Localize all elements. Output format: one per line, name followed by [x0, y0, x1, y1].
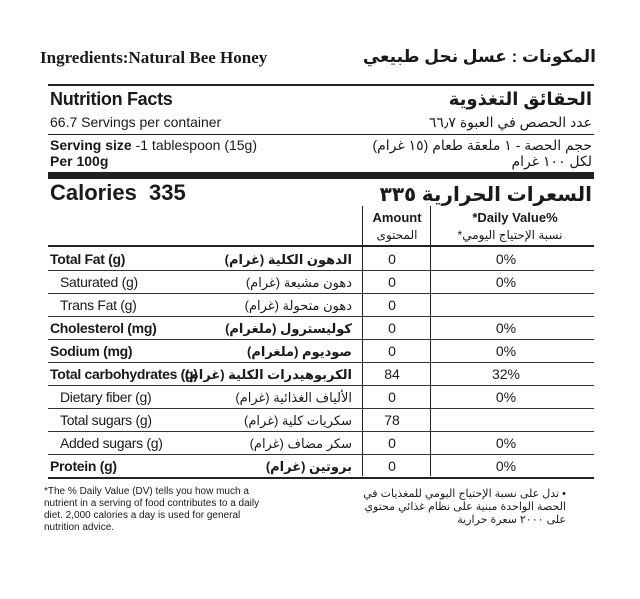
nutrition-facts-title-ar: الحقائق التغذوية	[448, 89, 592, 109]
nutrient-label-ar: بروتين (غرام)	[265, 459, 352, 474]
nutrient-label-ar: دهون متحولة (غرام)	[244, 298, 352, 313]
top-rule	[48, 84, 594, 86]
nutrient-amount: 0	[388, 274, 396, 290]
serving-size-en	[50, 137, 257, 153]
nutrient-amount: 0	[388, 458, 396, 474]
daily-value-header-ar: نسبة الإحتياج اليومي*	[457, 228, 563, 242]
calories-ar: السعرات الحرارية ٣٣٥	[379, 184, 592, 206]
amount-divider-right	[430, 206, 431, 476]
nutrient-label-en: Total Fat (g)	[50, 251, 126, 267]
table-top-rule	[48, 245, 594, 247]
nutrient-label-ar: سكر مضاف (غرام)	[249, 436, 352, 451]
per-100g-en: Per 100g	[50, 153, 109, 169]
nutrient-label-ar: دهون مشبعة (غرام)	[245, 275, 352, 290]
nutrient-amount: 78	[384, 412, 400, 428]
footnote-line-ar: الحصة الواحدة مبنية على نظام غذائي محتوي	[364, 501, 566, 513]
nutrient-label-en: Protein (g)	[50, 458, 117, 474]
footnote-line-en: nutrition advice.	[44, 522, 115, 533]
footnote-line-en: nutrient in a serving of food contributes to a daily	[44, 498, 260, 509]
row-divider	[48, 316, 594, 317]
servings-per-container-en: 66.7 Servings per container	[50, 114, 222, 130]
nutrient-amount: 84	[384, 366, 400, 382]
daily-value-header-en: *Daily Value%	[472, 210, 558, 225]
nutrient-label-ar: سكريات كلية (غرام)	[244, 413, 352, 428]
amount-header-ar: المحتوى	[376, 228, 418, 242]
serving-size-value: -1 tablespoon (15g)	[135, 137, 258, 153]
amount-header-en: Amount	[372, 210, 422, 225]
nutrient-amount: 0	[388, 435, 396, 451]
nutrient-label-ar: الكربوهيدرات الكلية (غرام)	[184, 367, 352, 382]
nutrient-label-ar: كوليسترول (ملغرام)	[225, 321, 352, 336]
nutrient-label-en: Added sugars (g)	[60, 435, 163, 451]
serving-size-ar: حجم الحصة - ١ ملعقة طعام (١٥ غرام)	[372, 137, 592, 153]
nutrient-label-en: Total sugars (g)	[60, 412, 152, 428]
nutrient-label-ar: صوديوم (ملغرام)	[247, 344, 352, 359]
ingredients-ar: المكونات : عسل نحل طبيعي	[362, 47, 596, 66]
nutrient-label-en: Total carbohydrates (g)	[50, 366, 198, 382]
serving-size-label: Serving size	[50, 137, 132, 153]
footnote-ar	[363, 488, 566, 527]
nutrient-label-en: Cholesterol (mg)	[50, 320, 157, 336]
footnote-en	[44, 486, 259, 534]
per-100g-ar: لكل ١٠٠ غرام	[511, 153, 592, 169]
nutrient-amount: 0	[388, 343, 396, 359]
nutrient-daily-value: 0%	[495, 389, 517, 405]
row-divider	[48, 270, 594, 271]
row-divider	[48, 408, 594, 409]
row-divider	[48, 339, 594, 340]
amount-divider-left	[362, 206, 363, 476]
nutrition-facts-title-en: Nutrition Facts	[50, 89, 173, 109]
nutrient-daily-value: 0%	[495, 343, 517, 359]
nutrient-daily-value: 0%	[495, 320, 517, 336]
footnote-line-ar: • تدل على نسبة الإحتياج اليومي للمغذيات في	[363, 488, 566, 500]
nutrient-daily-value: 0%	[495, 435, 517, 451]
nutrient-daily-value: 0%	[495, 458, 517, 474]
nutrient-label-en: Sodium (mg)	[50, 343, 133, 359]
row-divider	[48, 385, 594, 386]
row-divider	[48, 431, 594, 432]
table-bottom-rule	[48, 477, 594, 479]
nutrient-daily-value: 0%	[495, 251, 517, 267]
footnote-line-en: *The % Daily Value (DV) tells you how much a	[44, 486, 249, 497]
nutrient-amount: 0	[388, 320, 396, 336]
nutrient-daily-value: 32%	[491, 366, 521, 382]
nutrient-daily-value: 0%	[495, 274, 517, 290]
nutrient-amount: 0	[388, 389, 396, 405]
nutrient-label-en: Trans Fat (g)	[60, 297, 137, 313]
nutrient-label-en: Saturated (g)	[60, 274, 138, 290]
servings-rule	[48, 134, 594, 135]
nutrient-amount: 0	[388, 251, 396, 267]
servings-per-container-ar: عدد الحصص في العبوة ٦٦٫٧	[428, 114, 592, 130]
ingredients-en: Ingredients:Natural Bee Honey	[40, 48, 268, 67]
row-divider	[48, 293, 594, 294]
row-divider	[48, 454, 594, 455]
calories-thick-rule	[48, 172, 594, 179]
row-divider	[48, 362, 594, 363]
footnote-line-ar: على ٢٠٠٠ سعرة حرارية	[457, 514, 566, 526]
calories-en: Calories 335	[50, 180, 186, 205]
nutrient-amount: 0	[388, 297, 396, 313]
nutrient-label-ar: الدهون الكلية (غرام)	[224, 252, 352, 267]
nutrient-label-en: Dietary fiber (g)	[60, 389, 152, 405]
nutrient-label-ar: الألياف الغذائية (غرام)	[235, 390, 352, 405]
footnote-line-en: diet. 2,000 calories a day is used for general	[44, 510, 241, 521]
